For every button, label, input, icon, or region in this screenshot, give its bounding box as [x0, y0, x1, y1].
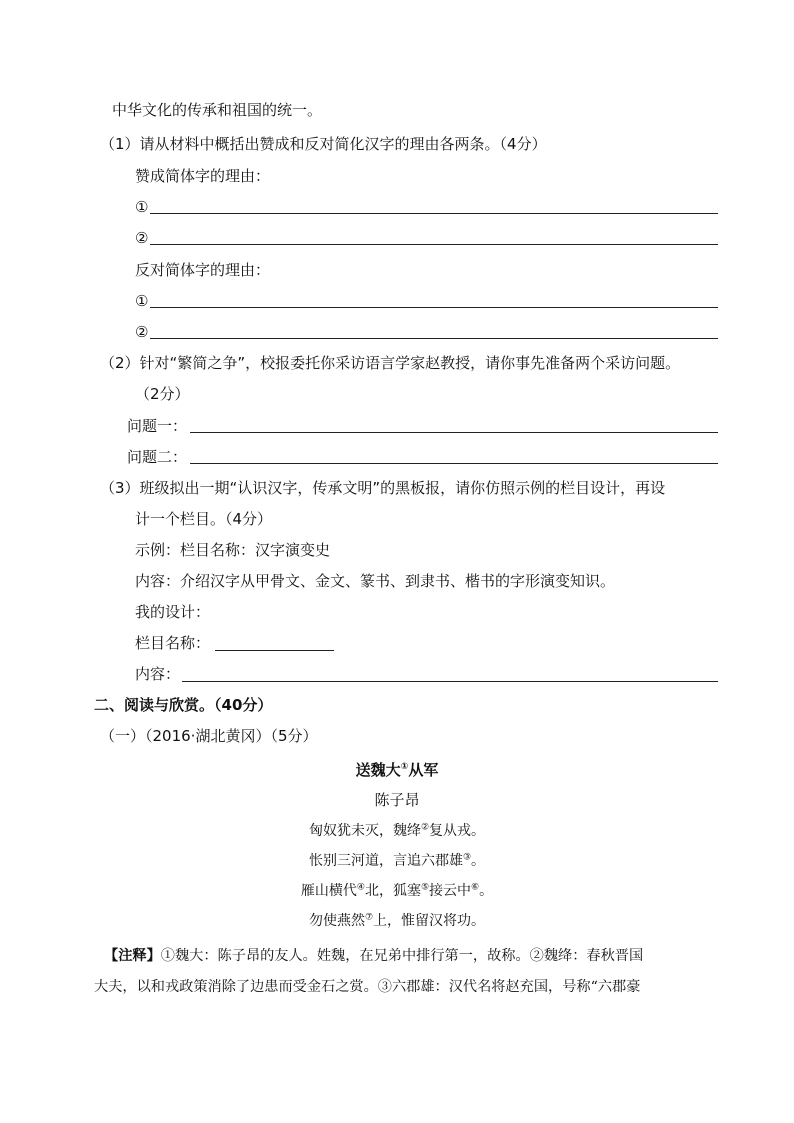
poem-line-2 [0, 851, 794, 871]
q3-my-design: 我的设计： [135, 603, 211, 621]
q1-oppose-mark-1: ① [135, 292, 149, 310]
poem-text: 勿使燕然 [308, 913, 365, 929]
notes-label: 【注释】 [104, 948, 161, 964]
q2-points: （2分） [135, 385, 190, 403]
poem-line-3 [0, 881, 794, 901]
footnote-marker: ⑤ [420, 882, 430, 893]
q1-support-mark-1: ① [135, 198, 149, 216]
poem-text: 雁山横代 [300, 883, 357, 899]
poem-text: 复从戎。 [429, 823, 486, 839]
poem-line-4 [0, 911, 794, 931]
answer-line[interactable] [150, 307, 718, 308]
footnote-marker: ② [420, 822, 430, 833]
poem-title [0, 760, 794, 780]
q1-support-label: 赞成简体字的理由： [135, 167, 271, 185]
answer-line[interactable] [150, 338, 718, 339]
answer-line[interactable] [182, 681, 718, 682]
q1-support-mark-2: ② [135, 229, 149, 247]
answer-line[interactable] [215, 650, 334, 651]
notes-text: ①魏大：陈子昂的友人。姓魏，在兄弟中排行第一，故称。②魏绛：春秋晋国 [160, 948, 644, 964]
footnote-marker: ⑥ [471, 882, 480, 893]
footnote-marker: ③ [462, 852, 472, 863]
poem-text: 上，惟留汉将功。 [373, 913, 486, 929]
answer-line[interactable] [190, 463, 718, 464]
intro-tail: 中华文化的传承和祖国的统一。 [112, 101, 323, 119]
q1-oppose-label: 反对简体字的理由： [135, 261, 271, 279]
answer-line[interactable] [190, 432, 718, 433]
answer-line[interactable] [150, 213, 718, 214]
section-part-1: （一）（2016·湖北黄冈）（5分） [100, 727, 318, 745]
q3-example: 示例：栏目名称：汉字演变史 [135, 541, 331, 559]
poem-text: 北，狐塞 [364, 883, 421, 899]
q1-prompt: （1）请从材料中概括出赞成和反对简化汉字的理由各两条。（4分） [100, 135, 547, 153]
q2-prompt: （2）针对“繁简之争”，校报委托你采访语言学家赵教授，请你事先准备两个采访问题。 [100, 354, 681, 372]
poem-title-text-b: 从军 [408, 761, 439, 779]
poem-text: 怅别三河道，言追六郡雄 [308, 853, 463, 869]
q3-content-label: 内容： [135, 665, 181, 683]
poem-author: 陈子昂 [374, 791, 420, 809]
poem-text: 。 [479, 883, 494, 899]
poem-text: 。 [471, 853, 486, 869]
footnote-marker: ① [400, 762, 409, 772]
poem-title-text-a: 送魏大 [355, 761, 401, 779]
q1-oppose-mark-2: ② [135, 323, 149, 341]
q2-question-2-label: 问题二： [127, 448, 188, 466]
section-heading: 二、阅读与欣赏。（40分） [94, 696, 273, 714]
notes-line-1 [104, 942, 720, 970]
notes-line-2 [94, 973, 710, 1001]
q3-prompt-cont: 计一个栏目。（4分） [135, 510, 273, 528]
q3-column-name-label: 栏目名称： [135, 634, 211, 652]
notes-text: 大夫，以和戎政策消除了边患而受金石之赏。③六郡雄：汉代名将赵充国，号称“六郡豪 [94, 979, 641, 995]
q3-content-example: 内容：介绍汉字从甲骨文、金文、篆书、到隶书、楷书的字形演变知识。 [135, 572, 616, 590]
answer-line[interactable] [150, 244, 718, 245]
q2-question-1-label: 问题一： [127, 417, 188, 435]
footnote-marker: ④ [356, 882, 365, 893]
q3-prompt: （3）班级拟出一期“认识汉字，传承文明”的黑板报，请你仿照示例的栏目设计，再设 [100, 479, 666, 497]
poem-text: 接云中 [429, 883, 472, 899]
poem-line-1 [0, 821, 794, 841]
footnote-marker: ⑦ [364, 912, 374, 923]
poem-text: 匈奴犹未灭，魏绛 [308, 823, 421, 839]
